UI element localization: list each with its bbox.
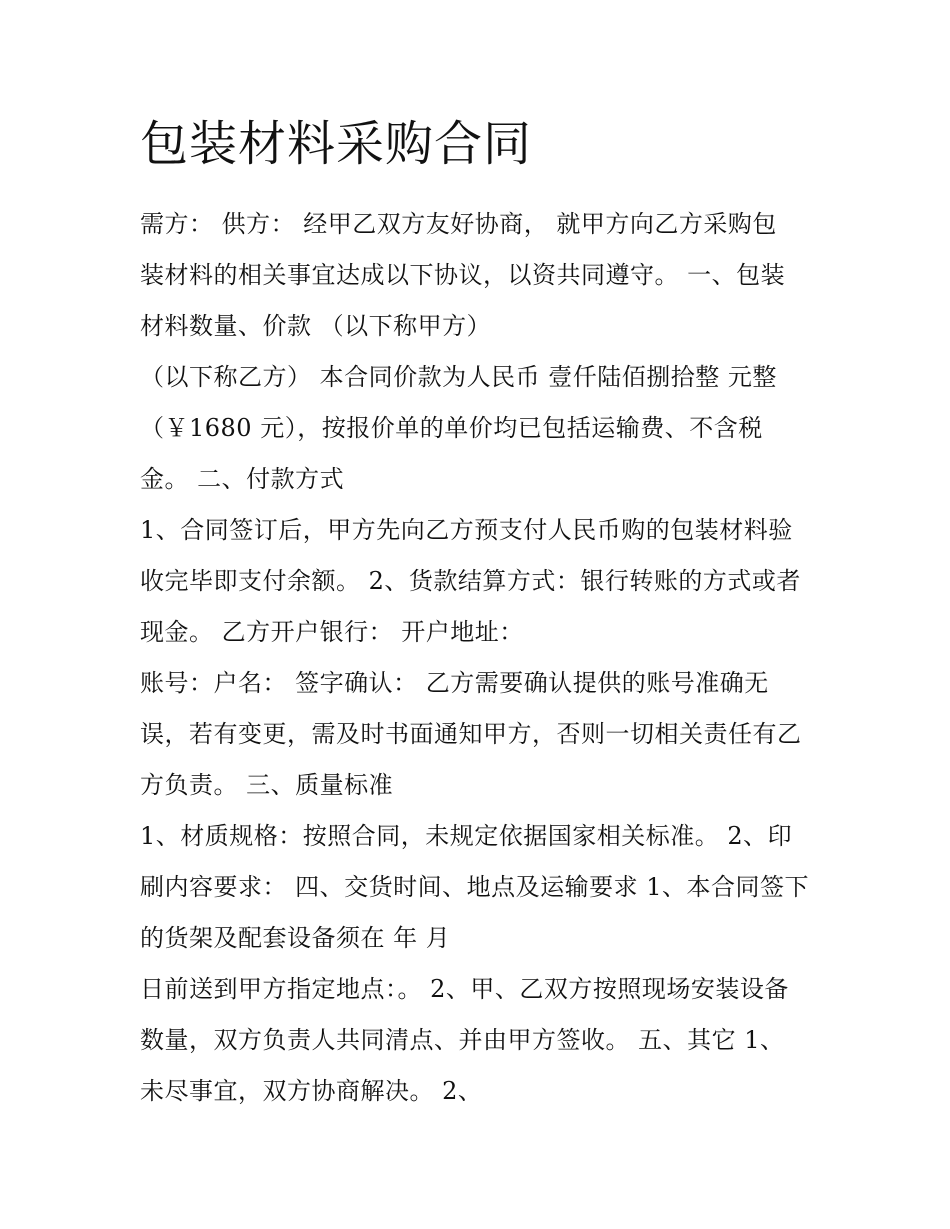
body-line: 误，若有变更，需及时书面通知甲方，否则一切相关责任有乙 <box>140 720 802 748</box>
body-line: 1、材质规格：按照合同，未规定依据国家相关标准。 2、印 <box>140 822 793 850</box>
body-line: 收完毕即支付余额。 2、货款结算方式：银行转账的方式或者 <box>140 567 801 595</box>
body-line: （以下称乙方） 本合同价款为人民币 壹仟陆佰捌拾整 元整 <box>140 363 777 391</box>
body-line: 的货架及配套设备须在 年 月 <box>140 924 451 952</box>
document-body <box>140 201 830 1119</box>
body-line: 账号：户名： 签字确认： 乙方需要确认提供的账号准确无 <box>140 669 769 697</box>
body-line: 1、合同签订后，甲方先向乙方预支付人民币购的包装材料验 <box>140 516 793 544</box>
body-line: 数量，双方负责人共同清点、并由甲方签收。 五、其它 1、 <box>140 1026 785 1054</box>
body-line: 未尽事宜，双方协商解决。 2、 <box>140 1077 483 1105</box>
body-line: （￥1680 元），按报价单的单价均已包括运输费、不含税 <box>140 414 763 442</box>
body-line: 金。 二、付款方式 <box>140 465 345 493</box>
document-title: 包装材料采购合同 <box>140 116 533 172</box>
body-line: 现金。 乙方开户银行： 开户地址： <box>140 618 524 646</box>
body-line: 方负责。 三、质量标准 <box>140 771 394 799</box>
body-line: 需方： 供方： 经甲乙双方友好协商， 就甲方向乙方采购包 <box>140 210 777 238</box>
body-line: 日前送到甲方指定地点：。 2、甲、乙双方按照现场安装设备 <box>140 975 789 1003</box>
body-line: 装材料的相关事宜达成以下协议，以资共同遵守。 一、包装 <box>140 261 786 289</box>
body-line: 刷内容要求： 四、交货时间、地点及运输要求 1、本合同签下 <box>140 873 810 901</box>
body-line: 材料数量、价款 （以下称甲方） <box>140 312 492 340</box>
